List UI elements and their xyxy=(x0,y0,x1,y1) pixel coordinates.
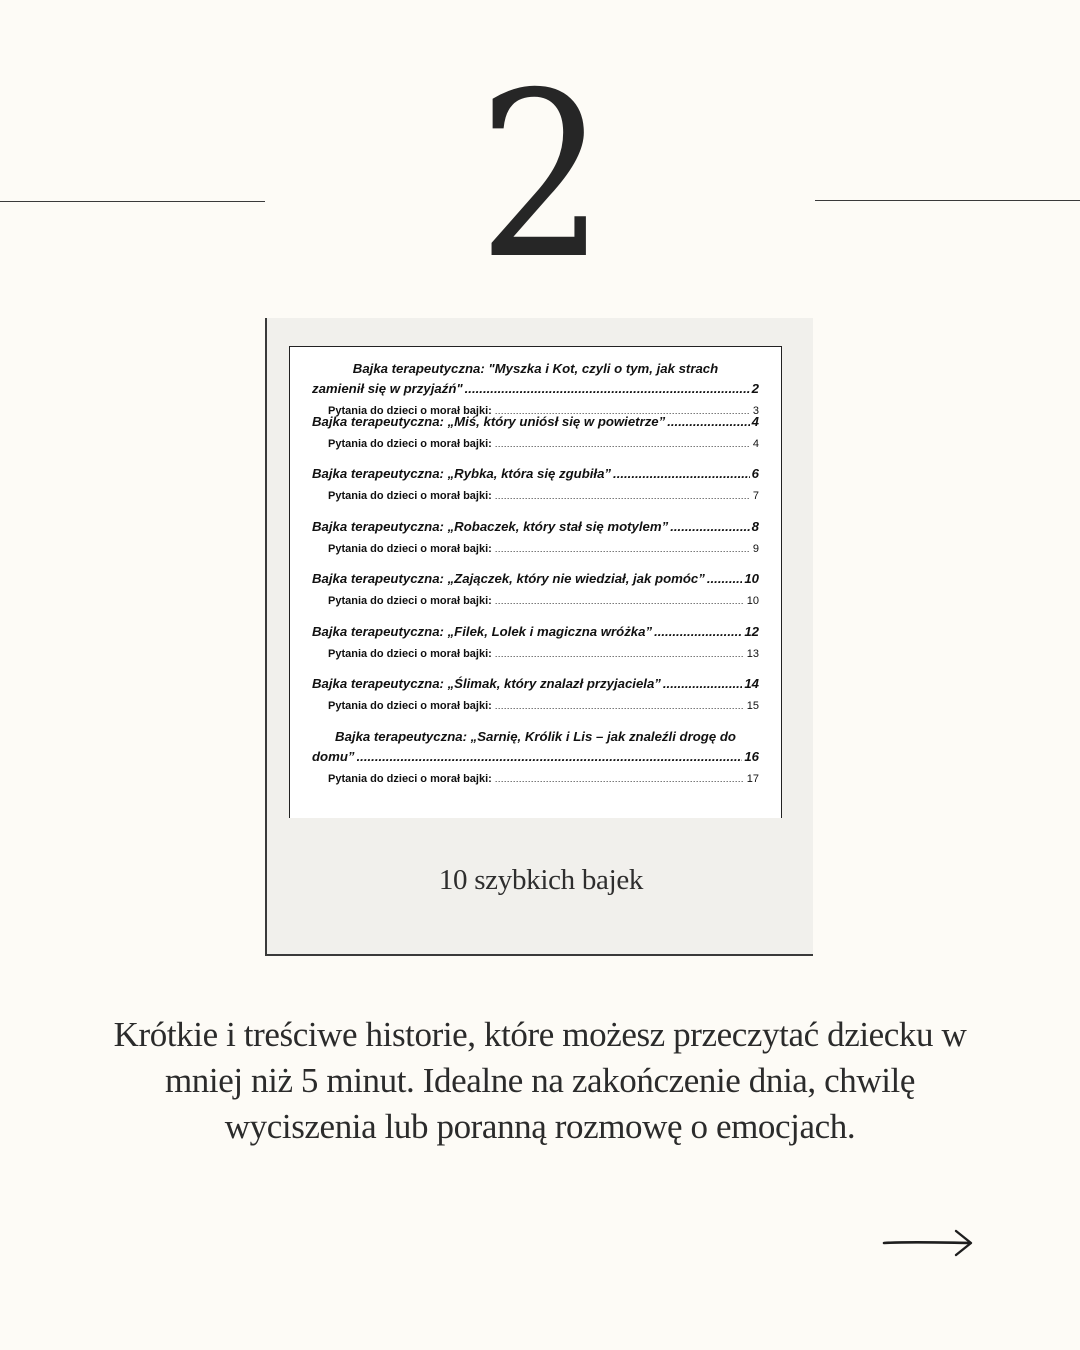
toc-title xyxy=(312,412,759,432)
toc-sub-entry xyxy=(312,772,759,786)
toc-title xyxy=(312,622,759,642)
arrow-right-icon[interactable] xyxy=(880,1224,976,1262)
toc-sub-page-number: 9 xyxy=(752,542,759,555)
toc-entry xyxy=(312,569,759,622)
toc-sub-page-number: 13 xyxy=(746,647,759,660)
dot-leader xyxy=(495,437,750,451)
dot-leader xyxy=(613,464,750,484)
toc-title xyxy=(312,569,759,589)
toc-title-line2: zamienił się w przyjaźń" xyxy=(312,381,463,396)
toc-title-text: Bajka terapeutyczna: „Zajączek, który nie wiedział, jak pomóc” xyxy=(312,571,705,586)
toc-title xyxy=(312,464,759,484)
preview-caption: 10 szybkich bajek xyxy=(438,864,644,896)
toc-entry xyxy=(312,412,759,465)
toc-sub-label: Pytania do dzieci o morał bajki: xyxy=(328,647,492,660)
toc-sub-page-number: 3 xyxy=(752,405,759,417)
toc-page-number: 10 xyxy=(744,571,759,586)
toc-sub-page-number: 4 xyxy=(752,437,759,450)
toc-sub-label: Pytania do dzieci o morał bajki: xyxy=(328,405,492,417)
table-of-contents-preview xyxy=(289,346,782,818)
toc-sub-entry xyxy=(312,437,759,451)
toc-title-line2: domu” xyxy=(312,748,355,764)
toc-sub-label: Pytania do dzieci o morał bajki: xyxy=(328,595,492,607)
toc-sub-entry xyxy=(312,489,759,503)
toc-title-line1: Bajka terapeutyczna: "Myszka i Kot, czyli o tym, jak strach xyxy=(352,361,719,376)
toc-page-number: 4 xyxy=(751,413,759,429)
document-preview-card xyxy=(265,318,813,956)
toc-sub-page-number: 7 xyxy=(752,490,759,502)
dot-leader xyxy=(495,542,750,556)
toc-page-number: 8 xyxy=(751,518,759,534)
toc-sub-page-number: 17 xyxy=(746,772,759,785)
toc-title-line1: Bajka terapeutyczna: „Sarnię, Królik i Lis – jak znaleźli drogę do xyxy=(335,728,736,744)
toc-title-text: Bajka terapeutyczna: „Ślimak, który znalazł przyjaciela” xyxy=(312,676,661,691)
toc-sub-label: Pytania do dzieci o morał bajki: xyxy=(328,772,492,785)
toc-title-text: Bajka terapeutyczna: „Rybka, która się zgubiła” xyxy=(312,466,612,481)
toc-entry xyxy=(312,359,759,417)
toc-page-number: 2 xyxy=(751,381,759,396)
dot-leader xyxy=(357,747,743,767)
toc-sub-entry xyxy=(312,542,759,556)
toc-sub-entry xyxy=(312,699,759,713)
dot-leader xyxy=(495,594,744,608)
toc-page-number: 12 xyxy=(744,623,759,639)
toc-title xyxy=(312,727,759,767)
toc-title xyxy=(312,674,759,694)
dot-leader xyxy=(707,569,742,589)
toc-entry xyxy=(312,674,759,727)
slide-description: Krótkie i treściwe historie, które możesz przeczytać dziecku w mniej niż 5 minut. Idealne na zakończenie dnia, chwilę wyciszenia lub poranną rozmowę o emocjach. xyxy=(113,1015,967,1146)
toc-entry xyxy=(312,517,759,570)
toc-sub-page-number: 10 xyxy=(746,595,759,607)
dot-leader xyxy=(663,674,742,694)
toc-title-text: Bajka terapeutyczna: „Miś, który uniósł się w powietrze” xyxy=(312,413,666,429)
dot-leader xyxy=(495,489,750,503)
toc-page-number: 6 xyxy=(751,466,759,481)
toc-sub-entry xyxy=(312,594,759,608)
toc-page-number: 16 xyxy=(744,748,759,764)
toc-sub-label: Pytania do dzieci o morał bajki: xyxy=(328,542,492,555)
toc-entry xyxy=(312,727,759,785)
toc-title-text: Bajka terapeutyczna: „Filek, Lolek i magiczna wróżka” xyxy=(312,623,653,639)
toc-entry xyxy=(312,622,759,675)
toc-page-number: 14 xyxy=(744,676,759,691)
toc-sub-label: Pytania do dzieci o morał bajki: xyxy=(328,437,492,450)
toc-sub-entry xyxy=(312,647,759,661)
dot-leader xyxy=(670,517,749,537)
toc-sub-page-number: 15 xyxy=(746,700,759,712)
dot-leader xyxy=(495,647,744,661)
toc-entry xyxy=(312,464,759,517)
dot-leader xyxy=(654,622,742,642)
dot-leader xyxy=(465,379,750,399)
dot-leader xyxy=(667,412,749,432)
toc-title-text: Bajka terapeutyczna: „Robaczek, który stał się motylem” xyxy=(312,518,669,534)
toc-title xyxy=(312,517,759,537)
dot-leader xyxy=(495,772,744,786)
slide-number: 2 xyxy=(477,43,603,309)
toc-sub-label: Pytania do dzieci o morał bajki: xyxy=(328,700,492,712)
toc-title xyxy=(312,359,759,399)
dot-leader xyxy=(495,699,744,713)
toc-sub-label: Pytania do dzieci o morał bajki: xyxy=(328,490,492,502)
